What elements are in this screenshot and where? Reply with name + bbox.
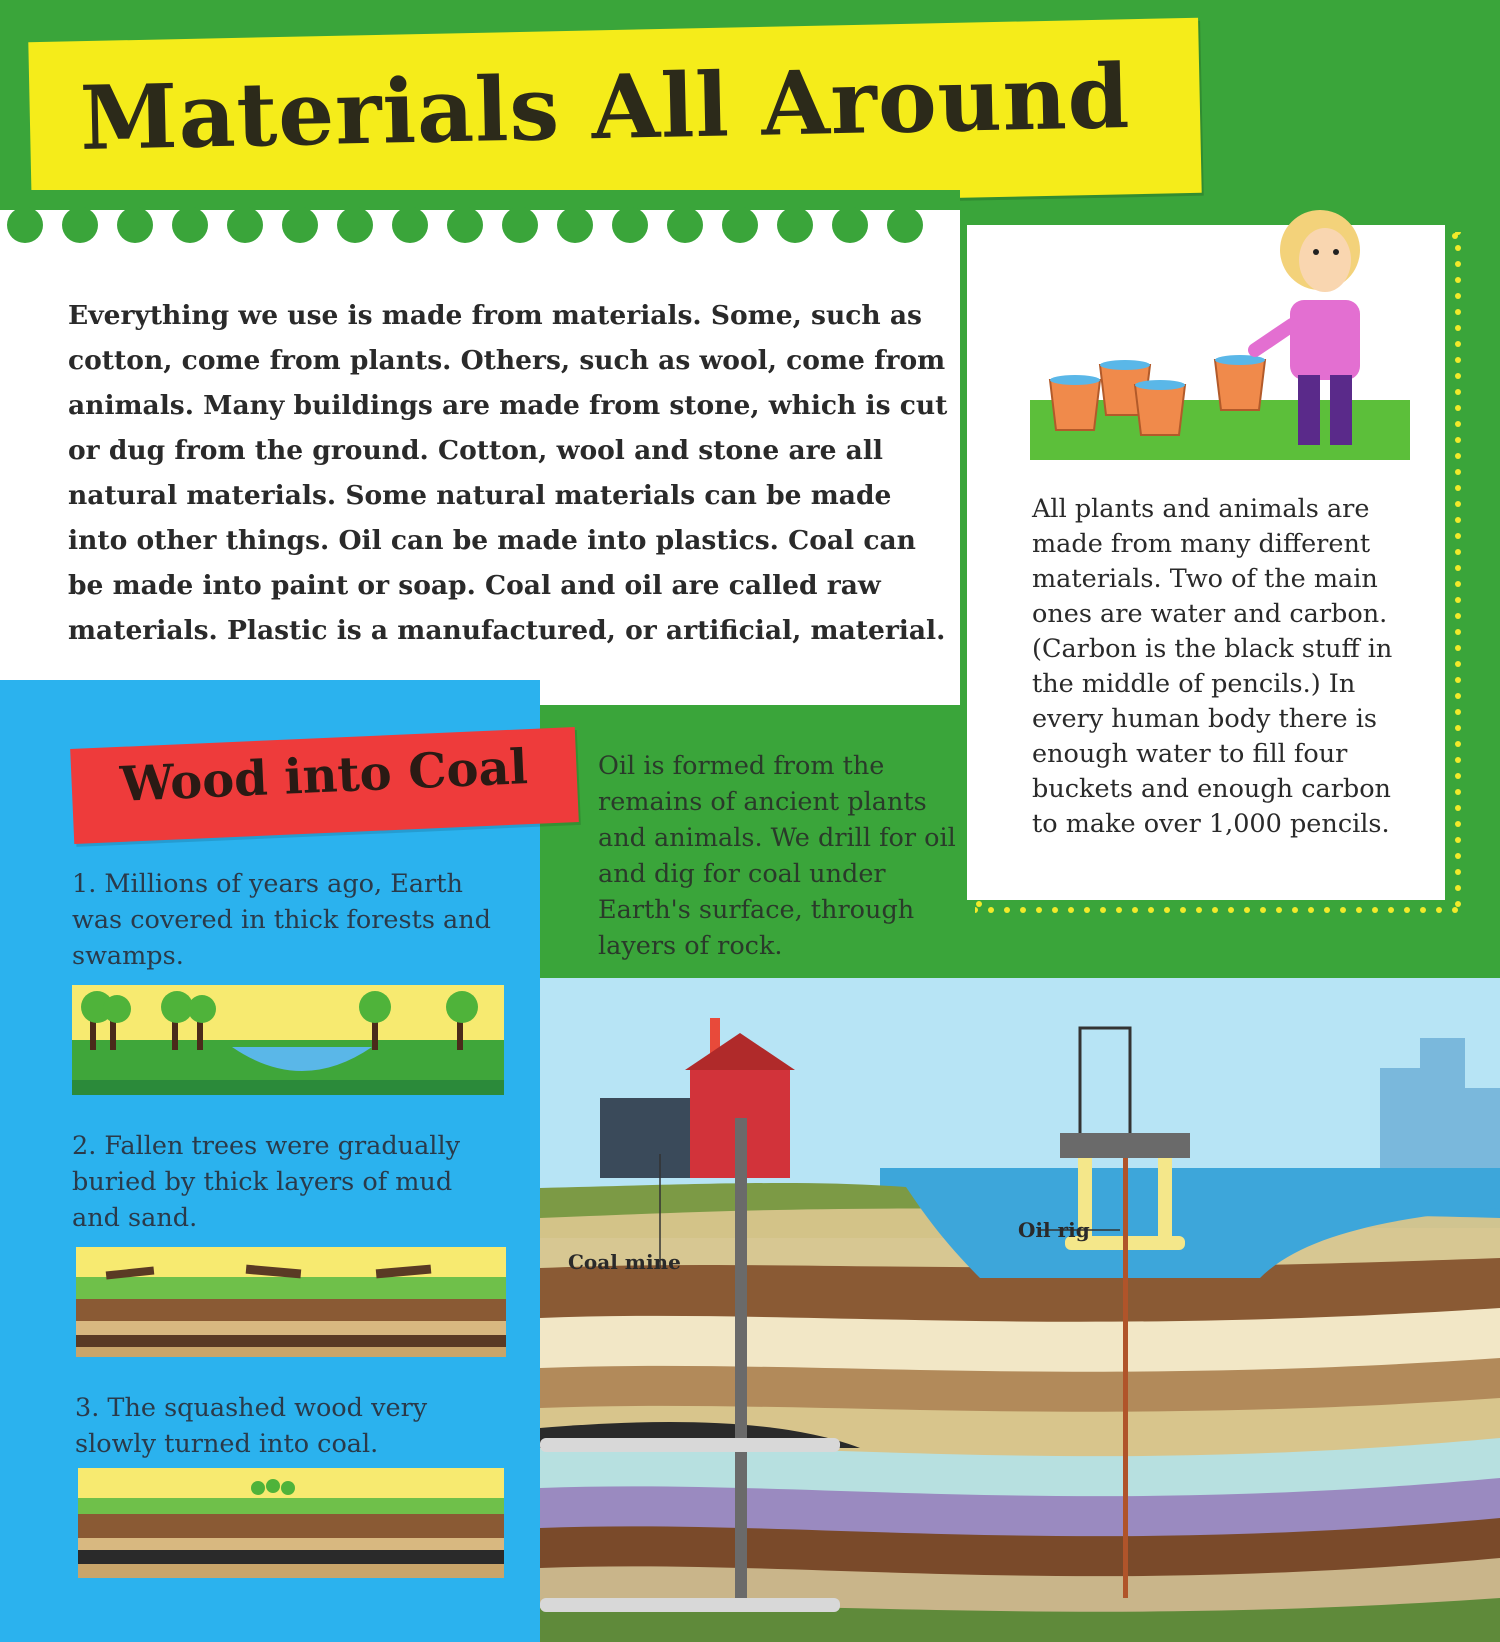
border-dot bbox=[1132, 907, 1138, 913]
notebook-hole bbox=[7, 207, 43, 243]
border-dot bbox=[1455, 261, 1461, 267]
notebook-hole bbox=[392, 207, 428, 243]
border-dot bbox=[1356, 907, 1362, 913]
border-dot bbox=[1228, 907, 1234, 913]
border-dot bbox=[1455, 453, 1461, 459]
border-dot bbox=[1455, 725, 1461, 731]
border-dot bbox=[1455, 485, 1461, 491]
border-dot bbox=[1455, 837, 1461, 843]
border-dot bbox=[1455, 853, 1461, 859]
border-dot bbox=[1455, 549, 1461, 555]
notebook-hole bbox=[282, 207, 318, 243]
border-dot bbox=[1388, 907, 1394, 913]
border-dot bbox=[1116, 907, 1122, 913]
border-dot bbox=[1324, 907, 1330, 913]
border-dot bbox=[988, 907, 994, 913]
oil-text: Oil is formed from the remains of ancient plants and animals. We drill for oil and dig for coal under Earth's surface, through layers of rock. bbox=[598, 751, 956, 961]
oil-rig-label: Oil rig bbox=[1018, 1218, 1090, 1242]
border-dot bbox=[1455, 773, 1461, 779]
notebook-hole bbox=[832, 207, 868, 243]
border-dot bbox=[1455, 325, 1461, 331]
border-dot bbox=[976, 901, 982, 907]
border-dot bbox=[1020, 907, 1026, 913]
border-dot bbox=[975, 907, 978, 913]
border-dot bbox=[1455, 309, 1461, 315]
page-title: Materials All Around bbox=[79, 44, 1132, 170]
step-3-text: 3. The squashed wood very slowly turned into coal. bbox=[75, 1393, 428, 1459]
coal-layers-illustration bbox=[78, 1468, 504, 1578]
border-dot bbox=[1455, 437, 1461, 443]
border-dot bbox=[1436, 907, 1442, 913]
border-dot bbox=[1455, 357, 1461, 363]
border-dot bbox=[1455, 757, 1461, 763]
card-text: All plants and animals are made from many different materials. Two of the main ones are water and carbon. (Carbon is the black stuff in the middle of pencils.) In every human body there is enough water to fill four buckets and enough carbon to make over 1,000 pencils. bbox=[1032, 494, 1393, 839]
notebook-hole bbox=[557, 207, 593, 243]
border-dot bbox=[1455, 677, 1461, 683]
border-dot bbox=[1455, 789, 1461, 795]
section-title: Wood into Coal bbox=[118, 739, 529, 813]
border-dot bbox=[1212, 907, 1218, 913]
notebook-holes bbox=[0, 190, 960, 260]
border-dot bbox=[1455, 613, 1461, 619]
border-dot bbox=[1004, 907, 1010, 913]
notebook-hole bbox=[447, 207, 483, 243]
notebook-hole bbox=[117, 207, 153, 243]
border-dot bbox=[1455, 421, 1461, 427]
border-dot bbox=[1455, 741, 1461, 747]
border-dot bbox=[1455, 245, 1461, 251]
border-dot bbox=[1455, 565, 1461, 571]
border-dot bbox=[1052, 907, 1058, 913]
border-dot bbox=[1455, 517, 1461, 523]
border-dot bbox=[1455, 501, 1461, 507]
border-dot bbox=[1455, 661, 1461, 667]
buried-trees-illustration bbox=[76, 1247, 506, 1357]
border-dot bbox=[1455, 277, 1461, 283]
notebook-hole bbox=[667, 207, 703, 243]
step-1-text: 1. Millions of years ago, Earth was covered in thick forests and swamps. bbox=[72, 869, 491, 971]
coal-mine-oil-rig-diagram bbox=[540, 978, 1500, 1642]
notebook-hole bbox=[62, 207, 98, 243]
step-2-text: 2. Fallen trees were gradually buried by thick layers of mud and sand. bbox=[72, 1131, 461, 1233]
notebook-hole bbox=[777, 207, 813, 243]
border-dot bbox=[1452, 907, 1458, 913]
border-dot bbox=[1455, 469, 1461, 475]
notebook-hole bbox=[172, 207, 208, 243]
border-dot bbox=[1455, 533, 1461, 539]
girl-with-buckets-illustration bbox=[1020, 190, 1420, 480]
notebook-hole bbox=[887, 207, 923, 243]
border-dot bbox=[1455, 693, 1461, 699]
border-dot bbox=[1455, 629, 1461, 635]
border-dot bbox=[1340, 907, 1346, 913]
border-dot bbox=[1455, 885, 1461, 891]
border-dot bbox=[1068, 907, 1074, 913]
border-dot bbox=[1455, 645, 1461, 651]
border-dot bbox=[1455, 709, 1461, 715]
border-dot bbox=[1455, 341, 1461, 347]
notebook-hole bbox=[227, 207, 263, 243]
border-dot bbox=[1260, 907, 1266, 913]
border-dot bbox=[1372, 907, 1378, 913]
border-dot bbox=[1455, 389, 1461, 395]
border-dot bbox=[1455, 405, 1461, 411]
border-dot bbox=[1455, 293, 1461, 299]
border-dot bbox=[1100, 907, 1106, 913]
border-dot bbox=[1196, 907, 1202, 913]
border-dot bbox=[1084, 907, 1090, 913]
notebook-hole bbox=[337, 207, 373, 243]
border-dot bbox=[1455, 597, 1461, 603]
border-dot bbox=[1455, 805, 1461, 811]
forest-swamp-illustration bbox=[72, 985, 504, 1095]
notebook-hole bbox=[722, 207, 758, 243]
border-dot bbox=[1455, 901, 1461, 907]
border-dot bbox=[1455, 821, 1461, 827]
border-dot bbox=[1276, 907, 1282, 913]
border-dot bbox=[1455, 869, 1461, 875]
border-dot bbox=[1308, 907, 1314, 913]
border-dot bbox=[1420, 907, 1426, 913]
intro-paragraph: Everything we use is made from materials. Some, such as cotton, come from plants. Others, such as wool, come from animals. Many buildings are made from stone, which is cut or dug from the ground. Cotton, wool and stone are all natural materials. Some natural materials can be made into other things. Oil can be made into plastics. Coal can be made into paint or soap. Coal and oil are called raw materials. Plastic is a manufactured, or artificial, material. bbox=[68, 300, 948, 646]
border-dot bbox=[1404, 907, 1410, 913]
notebook-hole bbox=[502, 207, 538, 243]
border-dot bbox=[1292, 907, 1298, 913]
border-dot bbox=[1455, 581, 1461, 587]
border-dot bbox=[1164, 907, 1170, 913]
border-dot bbox=[1180, 907, 1186, 913]
border-dot bbox=[1148, 907, 1154, 913]
border-dot bbox=[1244, 907, 1250, 913]
border-dot bbox=[1455, 373, 1461, 379]
coal-mine-label: Coal mine bbox=[568, 1250, 681, 1274]
notebook-hole bbox=[612, 207, 648, 243]
border-dot bbox=[1036, 907, 1042, 913]
